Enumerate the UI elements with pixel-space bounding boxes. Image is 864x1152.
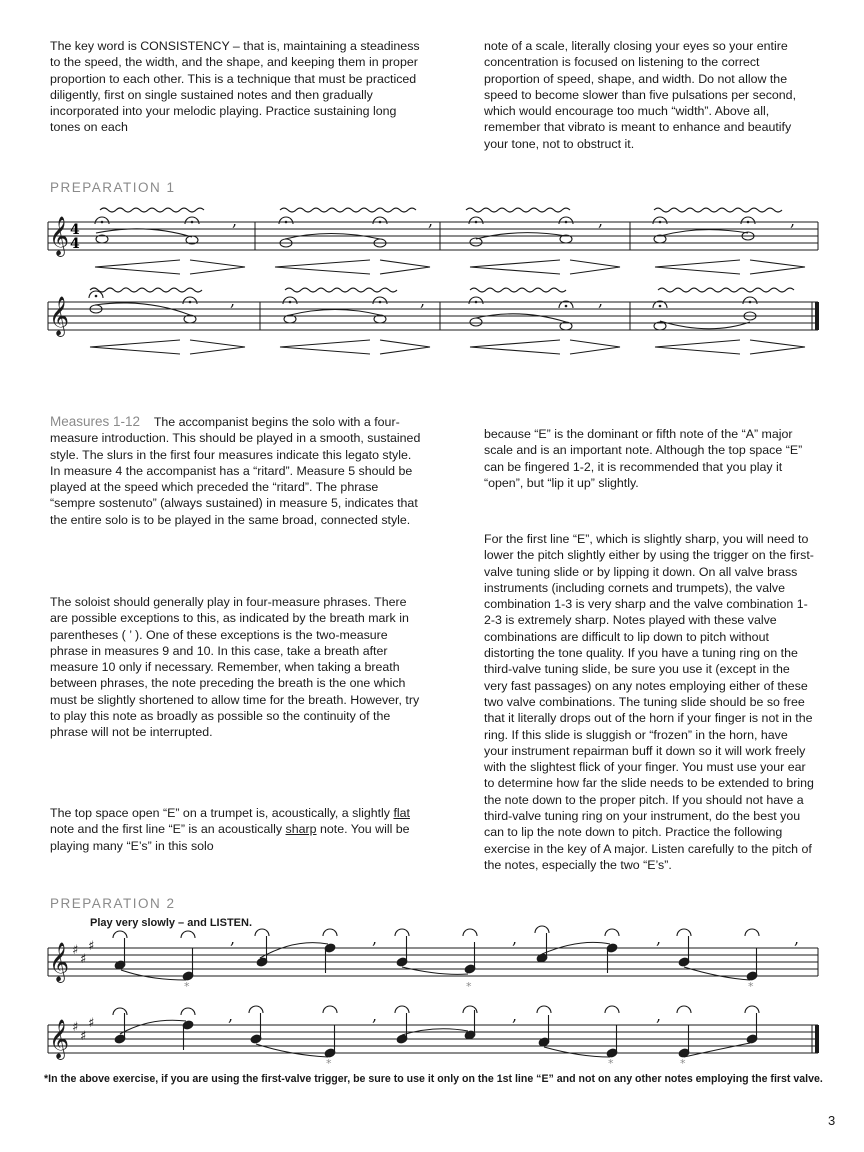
e-note-paragraph <box>50 805 422 854</box>
svg-text:𝄞: 𝄞 <box>49 1019 70 1059</box>
svg-text:,: , <box>230 929 236 948</box>
preparation-2-staff-line-1 <box>0 926 864 996</box>
svg-text:*: * <box>748 980 754 993</box>
svg-text:*: * <box>326 1057 332 1070</box>
time-signature-top: 4 <box>70 222 80 238</box>
e-note-text-b: note and the first line “E” is an acoustically <box>50 822 286 837</box>
flat-underlined-word: flat <box>393 806 410 820</box>
svg-text:♯: ♯ <box>80 952 87 967</box>
time-signature-bottom: 4 <box>70 236 80 252</box>
preparation-1-heading: PREPARATION 1 <box>50 180 176 195</box>
e-note-text-c: note. You will be playing many “E’s” in this solo <box>50 822 410 853</box>
svg-text:*: * <box>466 980 472 993</box>
svg-text:,: , <box>790 211 796 230</box>
page-number: 3 <box>828 1113 836 1128</box>
svg-text:,: , <box>372 929 378 948</box>
svg-text:,: , <box>512 1006 518 1025</box>
svg-text:♯: ♯ <box>72 1020 79 1035</box>
sharp-underlined-word: sharp <box>285 822 317 837</box>
svg-text:,: , <box>232 211 238 230</box>
svg-text:,: , <box>372 1006 378 1025</box>
preparation-1-staff-line-2 <box>0 278 864 373</box>
svg-text:,: , <box>512 929 518 948</box>
preparation-2-heading: PREPARATION 2 <box>50 896 176 911</box>
intro-right-paragraph: note of a scale, literally closing your eyes so your entire concentration is focused on listening to the correct proportion of speed, shape, and width. Do not allow the speed to become slower than five pulsations per second, which would encourage too much “width”. Above all, remember that vibrato is meant to enhance and beautify your tone, not to obstruct it. <box>484 39 797 151</box>
svg-text:,: , <box>656 1006 662 1025</box>
svg-text:♯: ♯ <box>72 943 79 958</box>
tempo-marking: Play very slowly – and LISTEN. <box>90 917 253 929</box>
measures-paragraph <box>50 414 422 528</box>
svg-text:,: , <box>428 211 434 230</box>
measures-heading: Measures 1-12 <box>50 414 141 429</box>
first-line-e-paragraph: For the first line “E”, which is slightly sharp, you will need to lower the pitch slightly either by using the trigger on the first-valve tuning slide or by lipping it down. On all valve brass instruments (including cornets and trumpets), the valve combination 1-3 is very sharp and the valve combination 1-2-3 is extremely sharp. Notes played with these valve combinations are difficult to lip down to pitch without distorting the tone quality. If you have a tuning ring on the third-valve tuning slide, be sure you use it (except in the very fast passages) on any notes employing either of these two valve combinations. The tuning slide should be so free that it literally drops out of the horn if your finger is not in the ring. If this slide is sluggish or “frozen” in the horn, have your instrument repairman buff it down so it will work freely with the slightest flick of your finger. You must use your ear to determine how far the slide needs to be extended to bring the note down to the proper pitch. If you should not have a third-valve tuning ring on your instrument, do the best you can to lip the note down to pitch. Practice the following exercise in the key of A major. Listen carefully to the pitch of the notes, especially the two “E’s”. <box>484 532 814 872</box>
svg-text:♯: ♯ <box>80 1029 87 1044</box>
svg-text:♯: ♯ <box>88 1016 95 1031</box>
svg-text:*: * <box>608 1057 614 1070</box>
key-signature-sharps <box>72 939 94 967</box>
footnote: *In the above exercise, if you are using the first-valve trigger, be sure to use it only on the 1st line “E” and not on any other notes employing the first valve. <box>44 1073 823 1085</box>
dominant-paragraph: because “E” is the dominant or fifth note of the “A” major scale and is an important note. Although the top space “E” can be fingered 1-2, it is recommended that you play it “open”, but “lip it up” slightly. <box>484 427 803 490</box>
svg-text:,: , <box>420 291 426 310</box>
preparation-2-staff-line-2 <box>0 1003 864 1073</box>
svg-text:,: , <box>656 929 662 948</box>
phrases-paragraph: The soloist should generally play in four-measure phrases. There are possible exceptions to this, as indicated by the breath mark in parentheses ( ’ ). One of these exceptions is the two-measure phrase in measures 9 and 10. In this case, take a breath after measure 10 only if necessary. Remember, when taking a breath between phrases, the note preceding the breath is the one which must be slightly shortened to allow time for the breath. However, try to play this note as broadly as possible so the continuity of the phrase will not be interrupted. <box>50 595 420 740</box>
svg-text:♯: ♯ <box>88 939 95 954</box>
svg-text:,: , <box>794 929 800 948</box>
intro-left-paragraph: The key word is CONSISTENCY – that is, maintaining a steadiness to the speed, the width, and the shape, and keeping them in proper proportion to each other. This is a technique that must be practiced diligently, first on single sustained notes and then gradually incorporated into your melodic playing. Practice sustaining long tones on each <box>50 39 420 135</box>
treble-clef-icon: 𝄞 <box>49 216 70 256</box>
e-note-text-a: The top space open “E” on a trumpet is, acoustically, a slightly <box>50 806 394 820</box>
svg-text:,: , <box>230 291 236 310</box>
svg-text:,: , <box>228 1006 234 1025</box>
svg-text:,: , <box>598 211 604 230</box>
svg-text:,: , <box>598 291 604 310</box>
measures-text: The accompanist begins the solo with a four-measure introduction. This should be played in a smooth, sustained style. The slurs in the first four measures indicate this legato style. In measure 4 the accompanist has a “ritard”. Measure 5 should be played at the speed which preceded the “ritard”. The phrase “sempre sostenuto” (always sustained) in measure 5, indicates that the entire solo is to be played in the same broad, connected style. <box>50 415 421 527</box>
svg-text:𝄞: 𝄞 <box>49 296 70 336</box>
svg-text:𝄞: 𝄞 <box>49 942 70 982</box>
svg-text:*: * <box>680 1057 686 1070</box>
svg-text:*: * <box>184 980 190 993</box>
